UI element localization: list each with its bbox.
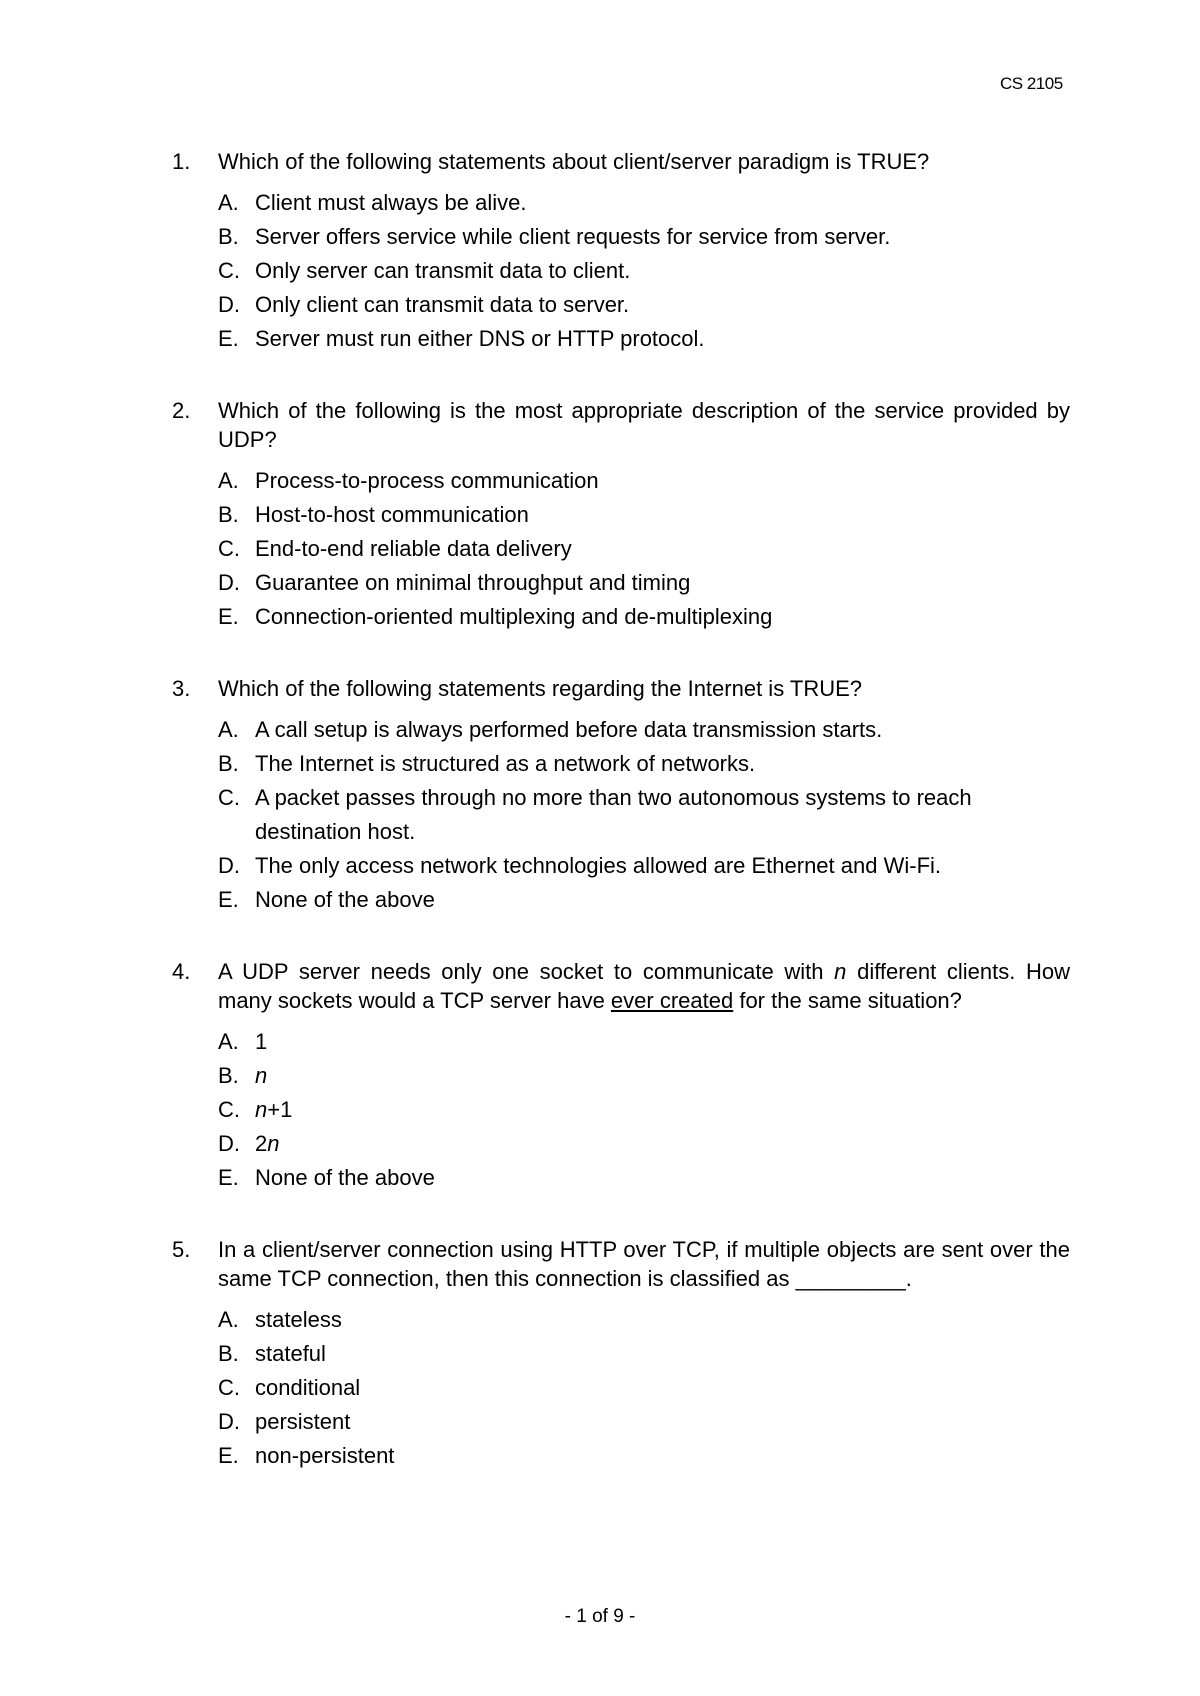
option-letter: E. xyxy=(218,604,239,629)
question-text: In a client/server connection using HTTP over TCP, if multiple objects are sent over the same TCP connection, then this connection is classified as _________. xyxy=(218,1237,1070,1291)
question-number: 2. xyxy=(172,398,191,423)
option-text: The only access network technologies allowed are Ethernet and Wi-Fi. xyxy=(255,853,942,878)
option-text: Only client can transmit data to server. xyxy=(255,292,630,317)
variable-n: n xyxy=(267,1131,280,1156)
option-a xyxy=(218,186,1070,220)
option-c xyxy=(218,1371,1070,1405)
option-e xyxy=(218,322,1070,356)
option-text: non-persistent xyxy=(255,1443,395,1468)
option-text: Process-to-process communication xyxy=(255,468,599,493)
option-letter: D. xyxy=(218,292,240,317)
option-text: Client must always be alive. xyxy=(255,190,527,215)
variable-n: n xyxy=(255,1097,268,1122)
option-letter: A. xyxy=(218,468,239,493)
option-letter: D. xyxy=(218,1409,240,1434)
option-list xyxy=(218,1025,1070,1195)
option-d xyxy=(218,288,1070,322)
option-text: 1 xyxy=(255,1029,268,1054)
option-b xyxy=(218,1337,1070,1371)
variable-n: n xyxy=(255,1063,268,1088)
question-text-part: A UDP server needs only one socket to communicate with xyxy=(218,959,835,984)
option-letter: B. xyxy=(218,502,239,527)
question-text-part: for the same situation? xyxy=(733,988,962,1013)
option-text: Server must run either DNS or HTTP protocol. xyxy=(255,326,705,351)
option-letter: A. xyxy=(218,1029,239,1054)
option-text: A packet passes through no more than two autonomous systems to reach destination host. xyxy=(255,785,972,844)
option-d xyxy=(218,1127,1070,1161)
option-c xyxy=(218,532,1070,566)
option-text: Host-to-host communication xyxy=(255,502,529,527)
question-text: Which of the following is the most appropriate description of the service provided by UDP? xyxy=(218,398,1070,452)
question-stem xyxy=(172,147,1070,176)
question-number: 5. xyxy=(172,1237,191,1262)
option-c xyxy=(218,781,1070,849)
option-b xyxy=(218,220,1070,254)
option-list xyxy=(218,186,1070,356)
option-text: Only server can transmit data to client. xyxy=(255,258,631,283)
question-text: Which of the following statements about client/server paradigm is TRUE? xyxy=(218,149,930,174)
option-letter: C. xyxy=(218,1097,240,1122)
option-text xyxy=(255,1093,1070,1127)
option-letter: D. xyxy=(218,570,240,595)
option-text: A call setup is always performed before data transmission starts. xyxy=(255,717,883,742)
question-text xyxy=(218,957,1070,1015)
option-letter: C. xyxy=(218,785,240,810)
option-text: The Internet is structured as a network of networks. xyxy=(255,751,756,776)
option-c xyxy=(218,254,1070,288)
option-text xyxy=(255,1127,1070,1161)
question-stem xyxy=(172,674,1070,703)
option-d xyxy=(218,566,1070,600)
option-b xyxy=(218,498,1070,532)
option-text: persistent xyxy=(255,1409,351,1434)
option-b xyxy=(218,1059,1070,1093)
option-letter: C. xyxy=(218,258,240,283)
option-text: Server offers service while client requests for service from server. xyxy=(255,224,891,249)
question-stem xyxy=(172,396,1070,454)
option-list xyxy=(218,464,1070,634)
option-letter: D. xyxy=(218,853,240,878)
option-a xyxy=(218,464,1070,498)
question-number: 3. xyxy=(172,676,191,701)
option-b xyxy=(218,747,1070,781)
question-1 xyxy=(172,147,1070,356)
question-2 xyxy=(172,396,1070,634)
option-text: End-to-end reliable data delivery xyxy=(255,536,572,561)
question-text-part: different clients. How many sockets would a TCP server have xyxy=(218,959,1070,1013)
question-3 xyxy=(172,674,1070,917)
option-letter: E. xyxy=(218,1443,239,1468)
option-letter: B. xyxy=(218,751,239,776)
question-5 xyxy=(172,1235,1070,1473)
option-letter: B. xyxy=(218,1341,239,1366)
option-text: None of the above xyxy=(255,887,435,912)
option-a xyxy=(218,1303,1070,1337)
option-letter: E. xyxy=(218,326,239,351)
option-letter: E. xyxy=(218,887,239,912)
option-a xyxy=(218,1025,1070,1059)
variable-n: n xyxy=(834,959,847,984)
question-number: 1. xyxy=(172,149,191,174)
option-letter: C. xyxy=(218,1375,240,1400)
option-letter: A. xyxy=(218,717,239,742)
option-text: None of the above xyxy=(255,1165,435,1190)
option-a xyxy=(218,713,1070,747)
course-code: CS 2105 xyxy=(1000,74,1063,93)
option-prefix: 2 xyxy=(255,1131,268,1156)
option-text: stateless xyxy=(255,1307,342,1332)
option-text: stateful xyxy=(255,1341,326,1366)
page-number: - 1 of 9 - xyxy=(564,1606,636,1627)
question-list xyxy=(172,147,1070,1513)
option-text: Guarantee on minimal throughput and timing xyxy=(255,570,691,595)
option-list xyxy=(218,713,1070,917)
option-text: conditional xyxy=(255,1375,361,1400)
option-d xyxy=(218,849,1070,883)
option-text xyxy=(255,1059,1070,1093)
option-c xyxy=(218,1093,1070,1127)
question-text: Which of the following statements regarding the Internet is TRUE? xyxy=(218,676,863,701)
option-text: Connection-oriented multiplexing and de-multiplexing xyxy=(255,604,773,629)
option-d xyxy=(218,1405,1070,1439)
option-list xyxy=(218,1303,1070,1473)
option-letter: A. xyxy=(218,1307,239,1332)
option-e xyxy=(218,883,1070,917)
question-number: 4. xyxy=(172,959,191,984)
option-letter: B. xyxy=(218,1063,239,1088)
option-letter: D. xyxy=(218,1131,240,1156)
option-letter: A. xyxy=(218,190,239,215)
option-suffix: +1 xyxy=(267,1097,293,1122)
option-letter: C. xyxy=(218,536,240,561)
question-stem xyxy=(172,1235,1070,1293)
question-4 xyxy=(172,957,1070,1195)
option-e xyxy=(218,1439,1070,1473)
underlined-phrase: ever created xyxy=(610,988,734,1013)
option-letter: E. xyxy=(218,1165,239,1190)
option-e xyxy=(218,1161,1070,1195)
question-stem xyxy=(172,957,1070,1015)
option-letter: B. xyxy=(218,224,239,249)
option-e xyxy=(218,600,1070,634)
